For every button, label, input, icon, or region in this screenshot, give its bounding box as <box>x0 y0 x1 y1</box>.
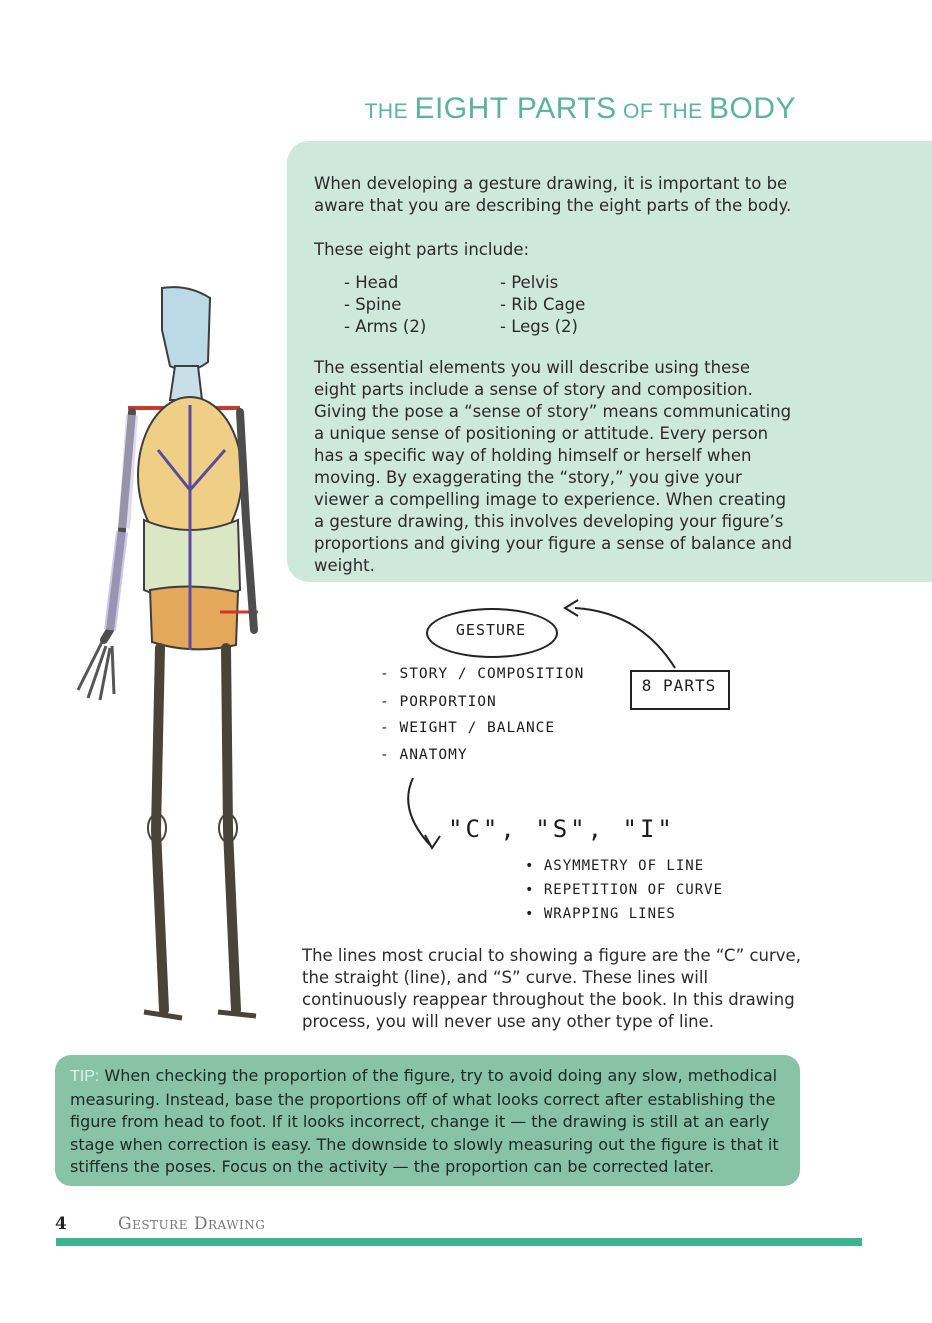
bullet-item: • WRAPPING LINES <box>525 906 676 922</box>
note-item: - ANATOMY <box>380 747 468 763</box>
parts-list-left <box>344 272 426 338</box>
page-number: 4 <box>55 1214 67 1234</box>
title-part-1: THE <box>364 100 415 123</box>
note-item: - WEIGHT / BALANCE <box>380 720 556 736</box>
tip-body: When checking the proportion of the figure, try to avoid doing any slow, methodical measuring. Instead, base the proportions off of what looks correct after establishing the figure from head to foot. If it looks incorrect, change it — the drawing is still at an early stage when correction is easy. The downside to slowly measuring out the figure is that it stiffens the poses. Focus on the activity — the proportion can be corrected later. <box>70 1066 779 1176</box>
curve-types: "C", "S", "I" <box>448 815 675 843</box>
essential-paragraph: The essential elements you will describe using these eight parts include a sense of story and composition. Giving the pose a “sense of story” means communicating a unique sense of positioning or attitude. Every person has a specific way of holding himself or herself when moving. By exaggerating the “story,” you give your viewer a compelling image to experience. When creating a gesture drawing, this involves developing your figure’s proportions and giving your figure a sense of balance and weight. <box>314 358 793 575</box>
list-item: - Arms (2) <box>344 317 427 336</box>
page-title <box>300 92 796 126</box>
parts-list-right <box>500 272 585 338</box>
list-item: - Rib Cage <box>500 295 586 314</box>
title-part-4: BODY <box>708 92 796 125</box>
figure-illustration <box>40 270 280 1030</box>
tip-label: TIP: <box>70 1068 100 1085</box>
parts-box-label: 8 PARTS <box>641 676 717 695</box>
bullet-item: • ASYMMETRY OF LINE <box>525 858 705 874</box>
gesture-label: GESTURE <box>455 621 527 639</box>
list-item: - Head <box>344 273 399 292</box>
intro-paragraph: When developing a gesture drawing, it is important to be aware that you are describing the eight parts of the body. <box>314 174 792 215</box>
parts-intro: These eight parts include: <box>314 240 530 259</box>
title-part-3: OF THE <box>616 100 709 123</box>
list-item: - Pelvis <box>500 273 559 292</box>
list-item: - Spine <box>344 295 402 314</box>
note-item: - STORY / COMPOSITION <box>380 666 585 682</box>
title-part-2: EIGHT PARTS <box>414 92 617 125</box>
lines-paragraph: The lines most crucial to showing a figure are the “C” curve, the straight (line), and “S” curve. These lines will continuously reappear throughout the book. In this drawing process, you will never use any other type of line. <box>302 946 801 1031</box>
footer-bar <box>56 1238 862 1246</box>
bullet-item: • REPETITION OF CURVE <box>525 882 724 898</box>
tip-text <box>70 1065 785 1179</box>
note-item: - PORPORTION <box>380 694 497 710</box>
footer-book-title: Gesture Drawing <box>118 1214 266 1234</box>
list-item: - Legs (2) <box>500 317 578 336</box>
